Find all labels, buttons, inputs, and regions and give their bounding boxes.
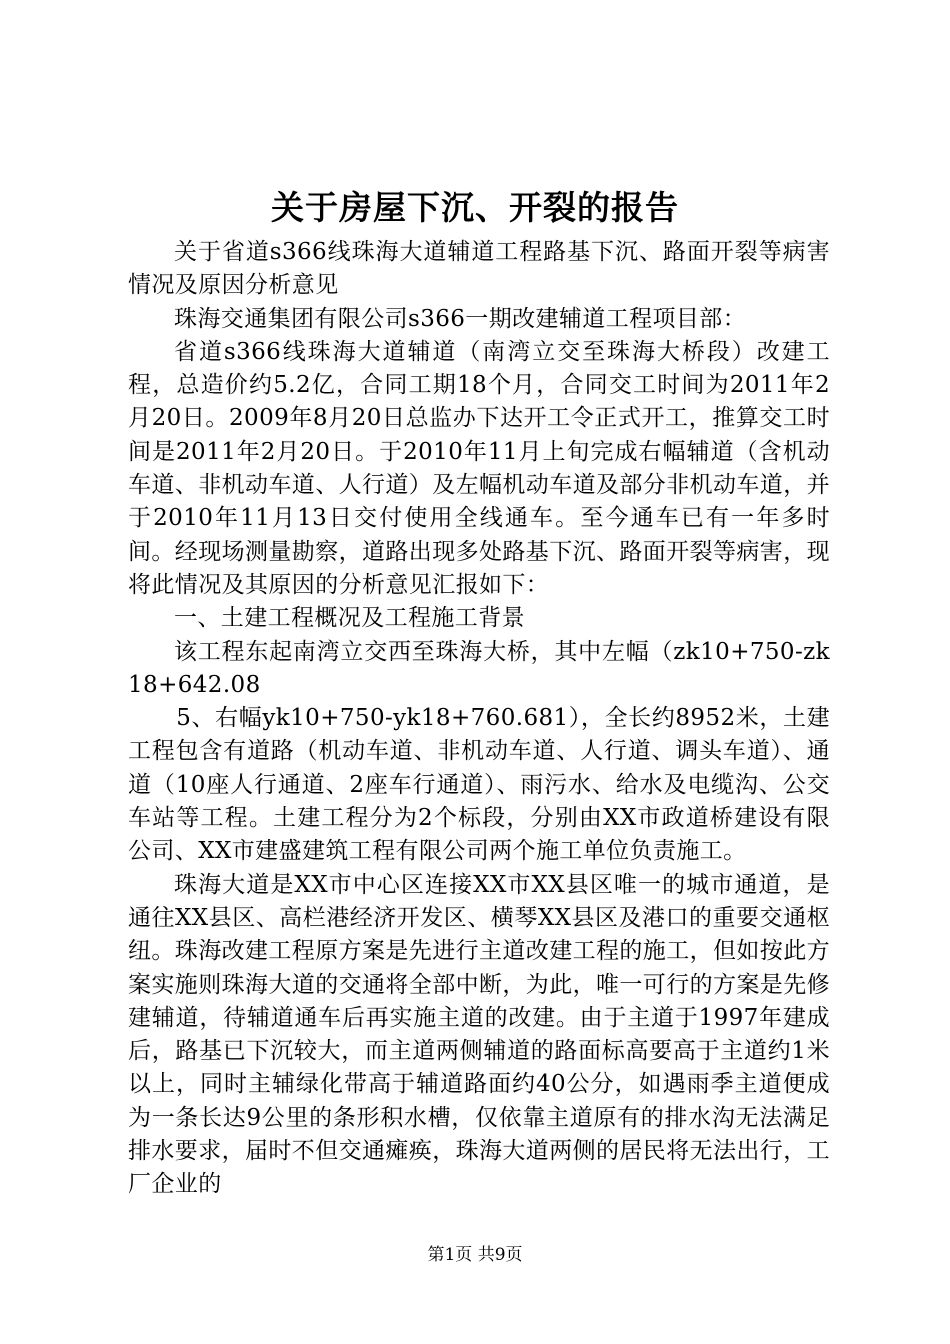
paragraph-scope: 该工程东起南湾立交西至珠海大桥，其中左幅（zk10+750-zk18+642.08 [128,638,830,698]
section-heading-1: 一、土建工程概况及工程施工背景 [174,605,525,632]
paragraph-overview: 省道s366线珠海大道辅道（南湾立交至珠海大桥段）改建工程，总造价约5.2亿，合同工期18个月，合同交工时间为2011年2月20日。2009年8月20日总监办下达开工令正式开工，推算交工时间是2011年2月20日。于2010年11月上旬完成右幅辅道（含机动车道、非机动车道、人行道）及左幅机动车道及部分非机动车道，并于2010年11月13日交付使用全线通车。至今通车已有一年多时间。经现场测量勘察，道路出现多处路基下沉、路面开裂等病害，现将此情况及其原因的分析意见汇报如下： [128,338,830,598]
paragraph-addressee: 珠海交通集团有限公司s366一期改建辅道工程项目部： [174,305,747,332]
paragraph-scope-continued: 5、右幅yk10+750-yk18+760.681），全长约8952米，土建工程包含有道路（机动车道、非机动车道、人行道、调头车道）、通道（10座人行通道、2座车行通道）、雨污水、给水及电缆沟、公交车站等工程。土建工程分为2个标段，分别由XX市政道桥建设有限公司、XX市建盛建筑工程有限公司两个施工单位负责施工。 [128,705,830,865]
document-title: 关于房屋下沉、开裂的报告 [271,188,679,227]
page-number-footer: 第1页 共9页 [427,1245,523,1265]
paragraph-background: 珠海大道是XX市中心区连接XX市XX县区唯一的城市通道，是通往XX县区、高栏港经济开发区、横琴XX县区及港口的重要交通枢纽。珠海改建工程原方案是先进行主道改建工程的施工，但如按此方案实施则珠海大道的交通将全部中断，为此，唯一可行的方案是先修建辅道，待辅道通车后再实施主道的改建。由于主道于1997年建成后，路基已下沉较大，而主道两侧辅道的路面标高要高于主道约1米以上，同时主辅绿化带高于辅道路面约40公分，如遇雨季主道便成为一条长达9公里的条形积水槽，仅依靠主道原有的排水沟无法满足排水要求，届时不但交通瘫痪，珠海大道两侧的居民将无法出行，工厂企业的 [128,871,830,1198]
document-body [128,236,830,1202]
paragraph-subject: 关于省道s366线珠海大道辅道工程路基下沉、路面开裂等病害情况及原因分析意见 [128,239,830,299]
